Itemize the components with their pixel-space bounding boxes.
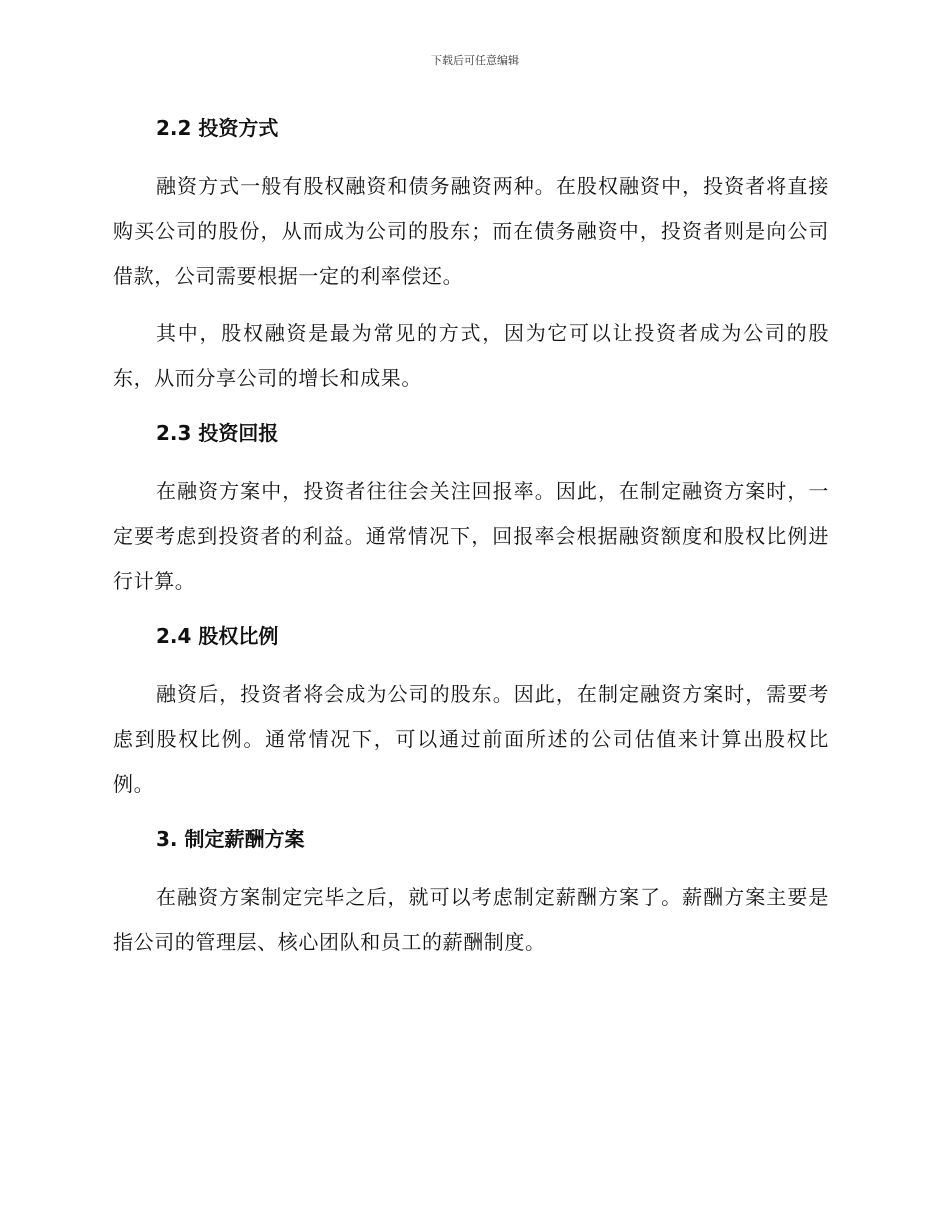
section-heading: 3. 制定薪酬方案 (156, 827, 305, 851)
paragraph: 融资方式一般有股权融资和债务融资两种。在股权融资中，投资者将直接购买公司的股份，从而成为公司的股东；而在债务融资中，投资者则是向公司借款，公司需要根据一定的利率偿还。 (113, 174, 829, 288)
section-heading: 2.3 投资回报 (156, 421, 279, 445)
section-investment-return (113, 413, 829, 616)
section-compensation-plan (113, 819, 829, 965)
paragraph: 在融资方案中，投资者往往会关注回报率。因此，在制定融资方案时，一定要考虑到投资者的利益。通常情况下，回报率会根据融资额度和股权比例进行计算。 (113, 479, 829, 593)
section-heading: 2.2 投资方式 (156, 116, 279, 140)
paragraph: 其中，股权融资是最为常见的方式，因为它可以让投资者成为公司的股东，从而分享公司的增长和成果。 (113, 321, 829, 390)
paragraph: 融资后，投资者将会成为公司的股东。因此，在制定融资方案时，需要考虑到股权比例。通常情况下，可以通过前面所述的公司估值来计算出股权比例。 (113, 682, 829, 796)
section-heading: 2.4 股权比例 (156, 624, 279, 648)
section-equity-ratio (113, 616, 829, 819)
paragraph: 在融资方案制定完毕之后，就可以考虑制定薪酬方案了。薪酬方案主要是指公司的管理层、核心团队和员工的薪酬制度。 (113, 885, 829, 954)
page-header: 下载后可任意编辑 (431, 54, 519, 67)
document-body (113, 108, 829, 965)
section-investment-method (113, 108, 829, 413)
